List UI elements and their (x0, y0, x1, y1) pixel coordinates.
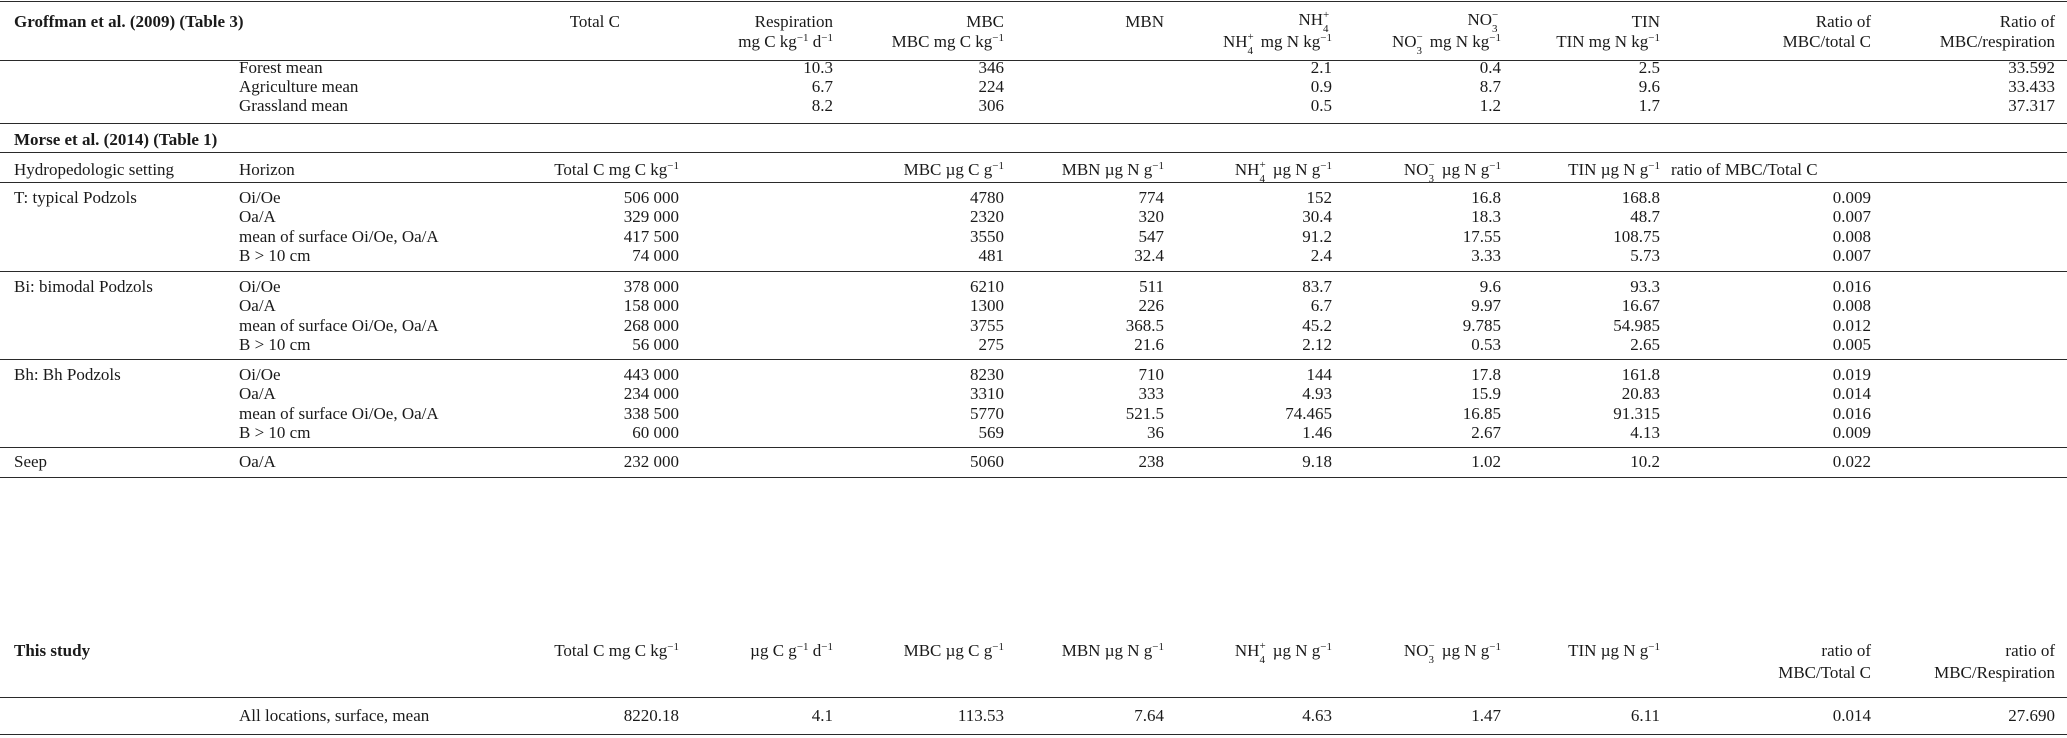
morse-total-c: 506 000 (623, 188, 679, 207)
morse-header-total-c: Total C mg C $kg^{-1}$ (554, 160, 679, 179)
study-tin: 6.11 (1630, 706, 1660, 725)
morse-mbn: 547 (1138, 227, 1164, 246)
study-header-mbn: MBN µg N $g^{-1}$ (1061, 641, 1164, 660)
rule-bottom (0, 734, 2067, 735)
morse-total-c: 56 000 (632, 335, 679, 354)
morse-mbc: 275 (978, 335, 1004, 354)
rule-group-separator (0, 359, 2067, 360)
morse-tin: 10.2 (1630, 452, 1660, 471)
rule-study-header (0, 697, 2067, 698)
groffman-no3: 0.4 (1479, 58, 1501, 77)
morse-no3: 16.85 (1462, 404, 1501, 423)
morse-mbn: 320 (1138, 207, 1164, 226)
study-respiration: 4.1 (811, 706, 833, 725)
morse-row-horizon: B > 10 cm (239, 423, 311, 442)
morse-nh4: 2.12 (1302, 335, 1332, 354)
morse-row-horizon: Oi/Oe (239, 188, 281, 207)
study-header-ratio-respiration-2: MBC/Respiration (1934, 663, 2055, 682)
morse-tin: 161.8 (1621, 365, 1660, 384)
morse-nh4: 2.4 (1310, 246, 1332, 265)
groffman-no3: 8.7 (1479, 77, 1501, 96)
morse-no3: 9.6 (1479, 277, 1501, 296)
morse-tin: 168.8 (1621, 188, 1660, 207)
morse-title: Morse et al. (2014) (Table 1) (14, 130, 218, 149)
morse-ratio: 0.007 (1832, 246, 1871, 265)
morse-no3: 9.97 (1471, 296, 1501, 315)
rule-morse-title (0, 152, 2067, 153)
study-ratio-total-c: 0.014 (1832, 706, 1871, 725)
morse-row-horizon: Oi/Oe (239, 277, 281, 296)
morse-tin: 93.3 (1630, 277, 1660, 296)
groffman-row-label: Grassland mean (239, 96, 349, 115)
morse-no3: 17.55 (1462, 227, 1501, 246)
morse-setting: Seep (14, 452, 48, 471)
morse-header-horizon: Horizon (239, 160, 295, 179)
morse-header-setting: Hydropedologic setting (14, 160, 175, 179)
morse-nh4: 91.2 (1302, 227, 1332, 246)
morse-total-c: 74 000 (632, 246, 679, 265)
morse-total-c: 158 000 (623, 296, 679, 315)
morse-tin: 16.67 (1621, 296, 1660, 315)
morse-tin: 5.73 (1630, 246, 1660, 265)
groffman-tin: 1.7 (1638, 96, 1660, 115)
groffman-ratio-respiration: 33.592 (2008, 58, 2055, 77)
morse-row-horizon: B > 10 cm (239, 335, 311, 354)
groffman-header-ratio-respiration-2: MBC/respiration (1939, 32, 2055, 51)
groffman-header-nh4-unit: NH + 4 mg N $kg^{-1}$ (1222, 31, 1332, 57)
morse-mbn: 511 (1139, 277, 1164, 296)
study-header-total-c: Total C mg C $kg^{-1}$ (554, 641, 679, 660)
morse-nh4: 83.7 (1302, 277, 1332, 296)
morse-nh4: 9.18 (1302, 452, 1332, 471)
groffman-header-ratio-total-c: Ratio of (1815, 12, 1871, 31)
study-header-no3: NO − 3 µg N $g^{-1}$ (1403, 640, 1501, 666)
morse-row-horizon: mean of surface Oi/Oe, Oa/A (239, 404, 439, 423)
morse-header-mbc: MBC µg C $g^{-1}$ (903, 160, 1004, 179)
morse-row-horizon: Oa/A (239, 296, 276, 315)
rule-top (0, 1, 2067, 2)
morse-ratio: 0.016 (1832, 277, 1871, 296)
groffman-title: Groffman et al. (2009) (Table 3) (14, 12, 244, 31)
morse-no3: 15.9 (1471, 384, 1501, 403)
morse-tin: 91.315 (1613, 404, 1660, 423)
morse-tin: 48.7 (1630, 207, 1660, 226)
morse-nh4: 144 (1306, 365, 1332, 384)
morse-mbn: 710 (1138, 365, 1164, 384)
groffman-respiration: 8.2 (811, 96, 833, 115)
study-mbc: 113.53 (957, 706, 1004, 725)
groffman-header-ratio-total-c-2: MBC/total C (1782, 32, 1871, 51)
morse-total-c: 338 500 (623, 404, 679, 423)
morse-nh4: 4.93 (1302, 384, 1332, 403)
groffman-ratio-respiration: 37.317 (2008, 96, 2055, 115)
morse-tin: 2.65 (1630, 335, 1660, 354)
groffman-nh4: 0.9 (1310, 77, 1332, 96)
morse-total-c: 378 000 (623, 277, 679, 296)
morse-no3: 18.3 (1471, 207, 1501, 226)
morse-mbc: 5060 (970, 452, 1004, 471)
morse-ratio: 0.019 (1832, 365, 1871, 384)
morse-total-c: 60 000 (632, 423, 679, 442)
groffman-mbc: 224 (978, 77, 1004, 96)
morse-ratio: 0.009 (1832, 188, 1871, 207)
morse-mbn: 521.5 (1125, 404, 1164, 423)
groffman-row-label: Forest mean (239, 58, 323, 77)
study-header-ratio-total-c: ratio of (1821, 641, 1871, 660)
study-header-tin: TIN µg N $g^{-1}$ (1568, 641, 1660, 660)
morse-nh4: 6.7 (1310, 296, 1332, 315)
morse-setting: Bi: bimodal Podzols (14, 277, 153, 296)
groffman-nh4: 0.5 (1310, 96, 1332, 115)
morse-no3: 3.33 (1471, 246, 1501, 265)
morse-ratio: 0.007 (1832, 207, 1871, 226)
morse-no3: 9.785 (1462, 316, 1501, 335)
morse-row-horizon: Oa/A (239, 452, 276, 471)
study-nh4: 4.63 (1302, 706, 1332, 725)
morse-no3: 1.02 (1471, 452, 1501, 471)
study-no3: 1.47 (1471, 706, 1501, 725)
morse-ratio: 0.008 (1832, 227, 1871, 246)
morse-mbc: 5770 (970, 404, 1004, 423)
morse-mbn: 238 (1138, 452, 1164, 471)
morse-mbc: 569 (978, 423, 1004, 442)
morse-total-c: 232 000 (623, 452, 679, 471)
morse-mbc: 3550 (970, 227, 1004, 246)
groffman-header-no3-unit: NO − 3 mg N $kg^{-1}$ (1391, 31, 1501, 57)
morse-ratio: 0.014 (1832, 384, 1871, 403)
morse-mbc: 2320 (970, 207, 1004, 226)
morse-mbc: 1300 (970, 296, 1004, 315)
groffman-mbc: 306 (978, 96, 1004, 115)
morse-tin: 20.83 (1621, 384, 1660, 403)
morse-no3: 0.53 (1471, 335, 1501, 354)
morse-nh4: 45.2 (1302, 316, 1332, 335)
morse-ratio: 0.012 (1832, 316, 1871, 335)
morse-no3: 2.67 (1471, 423, 1501, 442)
morse-row-horizon: mean of surface Oi/Oe, Oa/A (239, 227, 439, 246)
study-row-label: All locations, surface, mean (239, 706, 430, 725)
morse-setting: Bh: Bh Podzols (14, 365, 121, 384)
morse-mbn: 21.6 (1134, 335, 1164, 354)
rule-morse-header (0, 182, 2067, 183)
study-total-c: 8220.18 (623, 706, 679, 725)
morse-nh4: 1.46 (1302, 423, 1332, 442)
morse-mbn: 774 (1138, 188, 1164, 207)
groffman-header-mbc: MBC (966, 12, 1004, 31)
rule-group-separator (0, 447, 2067, 448)
study-header-mbc: MBC µg C $g^{-1}$ (903, 641, 1004, 660)
morse-header-no3: NO − 3 µg N $g^{-1}$ (1403, 159, 1501, 185)
morse-header-nh4: NH + 4 µg N $g^{-1}$ (1234, 159, 1332, 185)
morse-total-c: 417 500 (623, 227, 679, 246)
morse-mbc: 8230 (970, 365, 1004, 384)
rule-group-separator (0, 477, 2067, 478)
morse-tin: 4.13 (1630, 423, 1660, 442)
study-mbn: 7.64 (1134, 706, 1164, 725)
morse-mbc: 4780 (970, 188, 1004, 207)
morse-total-c: 268 000 (623, 316, 679, 335)
morse-mbn: 32.4 (1134, 246, 1164, 265)
morse-total-c: 234 000 (623, 384, 679, 403)
groffman-respiration: 10.3 (803, 58, 833, 77)
morse-mbc: 3310 (970, 384, 1004, 403)
study-header-nh4: NH + 4 µg N $g^{-1}$ (1234, 640, 1332, 666)
morse-no3: 17.8 (1471, 365, 1501, 384)
groffman-tin: 9.6 (1638, 77, 1660, 96)
study-header-ratio-respiration: ratio of (2005, 641, 2055, 660)
morse-row-horizon: Oi/Oe (239, 365, 281, 384)
groffman-header-respiration: Respiration (754, 12, 833, 31)
morse-row-horizon: Oa/A (239, 384, 276, 403)
groffman-mbc: 346 (978, 58, 1004, 77)
groffman-row-label: Agriculture mean (239, 77, 359, 96)
morse-nh4: 152 (1306, 188, 1332, 207)
study-header-respiration: µg C $g^{-1}$ $d^{-1}$ (750, 641, 833, 660)
groffman-nh4: 2.1 (1310, 58, 1332, 77)
morse-ratio: 0.022 (1832, 452, 1871, 471)
morse-setting: T: typical Podzols (14, 188, 137, 207)
morse-header-tin: TIN µg N $g^{-1}$ (1568, 160, 1660, 179)
morse-ratio: 0.009 (1832, 423, 1871, 442)
groffman-header-no3: NO − 3 (1467, 9, 1499, 35)
study-title: This study (14, 641, 91, 660)
morse-ratio: 0.005 (1832, 335, 1871, 354)
groffman-header-mbc-unit: MBC mg C $kg^{-1}$ (891, 32, 1004, 51)
groffman-tin: 2.5 (1638, 58, 1660, 77)
morse-tin: 108.75 (1613, 227, 1660, 246)
morse-mbc: 3755 (970, 316, 1004, 335)
morse-no3: 16.8 (1471, 188, 1501, 207)
groffman-header-total-c: Total C (569, 12, 620, 31)
study-ratio-respiration: 27.690 (2008, 706, 2055, 725)
morse-nh4: 30.4 (1302, 207, 1332, 226)
morse-total-c: 443 000 (623, 365, 679, 384)
morse-ratio: 0.016 (1832, 404, 1871, 423)
rule-groffman-end (0, 123, 2067, 124)
groffman-header-nh4: NH + 4 (1298, 9, 1330, 35)
morse-row-horizon: Oa/A (239, 207, 276, 226)
morse-nh4: 74.465 (1285, 404, 1332, 423)
groffman-header-tin: TIN (1631, 12, 1660, 31)
groffman-header-respiration-unit: mg C $kg^{-1}$ $d^{-1}$ (738, 32, 833, 51)
morse-row-horizon: B > 10 cm (239, 246, 311, 265)
groffman-header-tin-unit: TIN mg N $kg^{-1}$ (1556, 32, 1660, 51)
rule-group-separator (0, 271, 2067, 272)
groffman-header-mbn: MBN (1125, 12, 1164, 31)
morse-header-ratio: ratio of MBC/Total C (1671, 160, 1818, 179)
groffman-header-ratio-respiration: Ratio of (1999, 12, 2055, 31)
morse-mbn: 368.5 (1125, 316, 1164, 335)
groffman-ratio-respiration: 33.433 (2008, 77, 2055, 96)
morse-mbn: 333 (1138, 384, 1164, 403)
groffman-no3: 1.2 (1479, 96, 1501, 115)
morse-tin: 54.985 (1613, 316, 1660, 335)
morse-ratio: 0.008 (1832, 296, 1871, 315)
morse-row-horizon: mean of surface Oi/Oe, Oa/A (239, 316, 439, 335)
study-header-ratio-total-c-2: MBC/Total C (1778, 663, 1871, 682)
morse-mbc: 481 (978, 246, 1004, 265)
morse-mbn: 36 (1147, 423, 1164, 442)
morse-header-mbn: MBN µg N $g^{-1}$ (1061, 160, 1164, 179)
morse-mbc: 6210 (970, 277, 1004, 296)
morse-mbn: 226 (1138, 296, 1164, 315)
morse-total-c: 329 000 (623, 207, 679, 226)
groffman-respiration: 6.7 (811, 77, 833, 96)
